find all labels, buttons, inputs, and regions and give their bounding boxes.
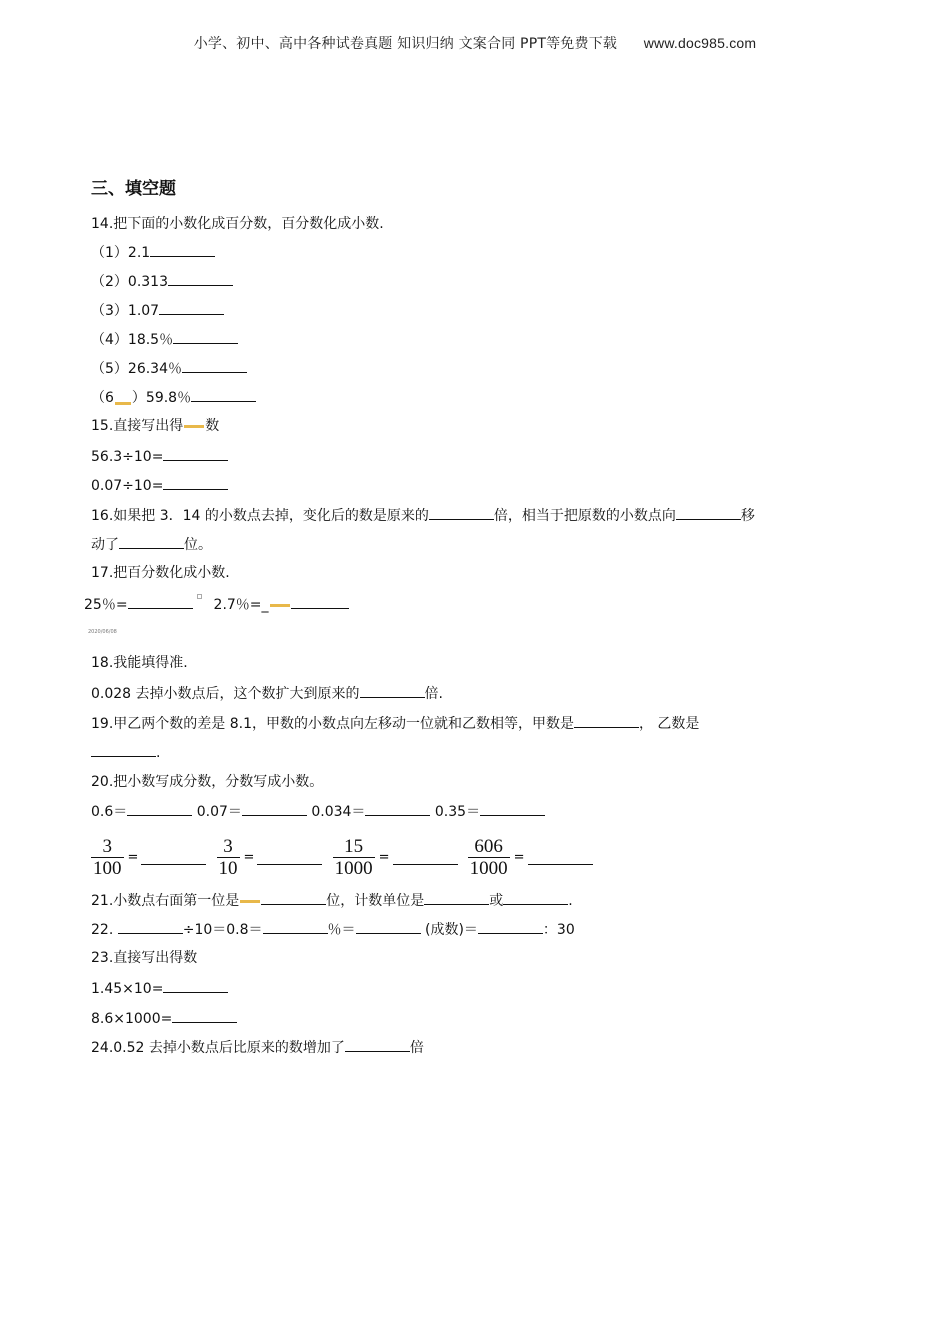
answer-blank[interactable]: [263, 919, 328, 934]
q20-fractions: $\frac{3}{100}$ = $\frac{3}{10}$ = $\frac{15}{1000}$ = $\frac{606}{1000}$ =: [91, 836, 599, 882]
q16-line-2: 动了 位。: [91, 534, 212, 555]
fraction: $\frac{606}{1000}$: [469, 836, 508, 879]
highlight-mark: [184, 425, 204, 428]
answer-blank[interactable]: [480, 801, 545, 816]
q18-title: 18.我能填得准.: [91, 655, 188, 671]
answer-blank[interactable]: [478, 919, 543, 934]
answer-blank[interactable]: [163, 978, 228, 993]
answer-blank[interactable]: [168, 271, 233, 286]
q16-line-1: 16.如果把 3．14 的小数点去掉，变化后的数是原来的 倍，相当于把原数的小数点向 移: [91, 505, 755, 526]
answer-blank[interactable]: [345, 1037, 410, 1052]
answer-blank[interactable]: [91, 742, 156, 757]
q23-item-1: 1.45×10=: [91, 978, 228, 999]
answer-blank[interactable]: [172, 1008, 237, 1023]
highlight-mark: [270, 604, 290, 607]
q21-line: 21.小数点右面第一位是 位，计数单位是 或 .: [91, 890, 573, 911]
answer-blank[interactable]: [128, 594, 193, 609]
q17-title: 17.把百分数化成小数.: [91, 565, 230, 581]
q14-item-2: （2）0.313: [91, 271, 233, 292]
answer-blank[interactable]: [257, 850, 322, 865]
answer-blank[interactable]: [676, 505, 741, 520]
q14-item-1: （1）2.1: [91, 242, 215, 263]
section-title: 三、填空题: [91, 179, 176, 199]
answer-blank[interactable]: [163, 475, 228, 490]
anchor-mark: [197, 594, 202, 599]
q14-item-5: （5）26.34％: [91, 358, 247, 379]
q23-item-2: 8.6×1000=: [91, 1008, 237, 1029]
answer-blank[interactable]: [150, 242, 215, 257]
q14-title: 14.把下面的小数化成百分数，百分数化成小数.: [91, 216, 384, 232]
header-text: 小学、初中、高中各种试卷真题 知识归纳 文案合同 PPT等免费下载: [193, 36, 618, 52]
header-site-url[interactable]: www.doc985.com: [643, 35, 757, 51]
q19-line-1: 19.甲乙两个数的差是 8.1，甲数的小数点向左移动一位就和乙数相等，甲数是 ， 乙数是: [91, 713, 699, 734]
answer-blank[interactable]: [365, 801, 430, 816]
q20-title: 20.把小数写成分数，分数写成小数。: [91, 774, 324, 790]
q14-item-6: （6 ）59.8％: [91, 387, 256, 408]
answer-blank[interactable]: [141, 850, 206, 865]
fraction: $\frac{15}{1000}$: [334, 836, 373, 879]
answer-blank[interactable]: [163, 446, 228, 461]
answer-blank[interactable]: [173, 329, 238, 344]
answer-blank[interactable]: [261, 890, 326, 905]
answer-blank[interactable]: [242, 801, 307, 816]
answer-blank[interactable]: [429, 505, 494, 520]
answer-blank[interactable]: [528, 850, 593, 865]
q14-item-4: （4）18.5％: [91, 329, 238, 350]
q17-items: 25％= 2.7％=_: [84, 594, 349, 615]
answer-blank[interactable]: [360, 683, 425, 698]
fraction: $\frac{3}{100}$: [93, 836, 122, 879]
answer-blank[interactable]: [159, 300, 224, 315]
answer-blank[interactable]: [503, 890, 568, 905]
highlight-mark: [115, 402, 131, 405]
answer-blank[interactable]: [182, 358, 247, 373]
highlight-mark: [240, 900, 260, 903]
answer-blank[interactable]: [356, 919, 421, 934]
answer-blank[interactable]: [119, 534, 184, 549]
answer-blank[interactable]: [127, 801, 192, 816]
q22-line: 22. ÷10＝0.8＝ ％＝ (成数)＝ ：30: [91, 919, 575, 940]
q18-line: 0.028 去掉小数点后，这个数扩大到原来的 倍.: [91, 683, 443, 704]
q15-title: 15.直接写出得 数: [91, 418, 220, 434]
q15-item-2: 0.07÷10=: [91, 475, 228, 496]
answer-blank[interactable]: [393, 850, 458, 865]
q20-decimals: 0.6＝ 0.07＝ 0.034＝ 0.35＝: [91, 801, 545, 822]
fraction: $\frac{3}{10}$: [218, 836, 238, 879]
answer-blank[interactable]: [574, 713, 639, 728]
q19-line-2: .: [91, 742, 160, 763]
answer-blank[interactable]: [291, 594, 349, 609]
answer-blank[interactable]: [118, 919, 183, 934]
page-header: [0, 33, 950, 53]
q24-line: 24.0.52 去掉小数点后比原来的数增加了 倍: [91, 1037, 424, 1058]
q23-title: 23.直接写出得数: [91, 950, 198, 966]
answer-blank[interactable]: [191, 387, 256, 402]
q14-item-3: （3）1.07: [91, 300, 224, 321]
q15-item-1: 56.3÷10=: [91, 446, 228, 467]
answer-blank[interactable]: [424, 890, 489, 905]
tiny-date-note: 2020/06/08: [88, 629, 117, 635]
